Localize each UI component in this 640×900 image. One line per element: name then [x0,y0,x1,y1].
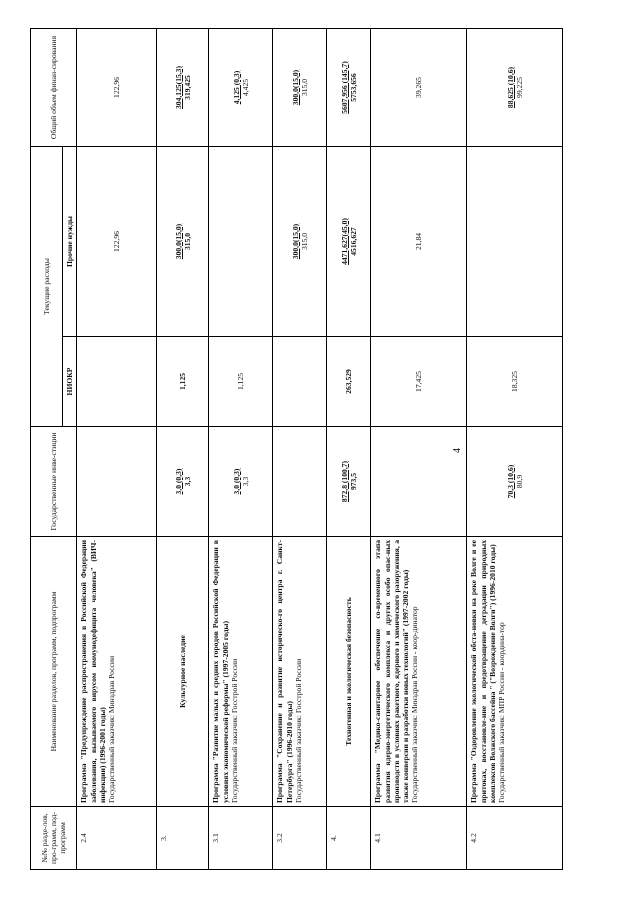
row-invest-top: 70,3 (10,6) [505,464,515,499]
row-other-bottom: 21,84 [414,232,424,251]
row-total [467,29,563,147]
row-num: 3.1 [209,807,273,870]
header-other: Прочие нужды [63,147,77,337]
row-num: 4. [327,807,371,870]
header-total: Общий объем финан-сирования [31,29,77,147]
row-invest-top: 3,0 (0,3) [173,468,183,495]
row-title: Программа "Сохранение и развитие историческо-го центра г. Санкт-Петербурга" (1996-2010 годы) [275,540,294,803]
financing-table [30,28,563,870]
row-niokr: 1,125 [157,337,209,427]
row-other-top: 4471,627(45,0) [339,218,349,265]
row-total [77,29,157,147]
table-row [209,29,273,870]
row-num: 3. [157,807,209,870]
row-num: 4.1 [371,807,467,870]
row-total [273,29,327,147]
row-total-top: 5607,956 (145,7) [339,61,349,114]
row-other [371,147,467,337]
row-other-bottom: 122,96 [112,231,122,252]
row-num: 4.2 [467,807,563,870]
row-invest-bottom: 80,9 [514,474,524,489]
table-row [327,29,371,870]
row-invest [273,427,327,537]
row-invest [209,427,273,537]
row-name [157,537,209,807]
row-total-top: 304,125(15,3) [173,65,183,110]
row-total-bottom: 4,425 [240,78,250,97]
row-title: Программа "Медико-санитарное обеспечение со-временного этапа развития ядерно-энергетического комплекса и других особо опас-ных производств в условиях ракетного, ядерного и химического разоружения, а также конверсии и разработки новых технологий" (1997-2002 годы) [373,540,410,803]
row-total [327,29,371,147]
row-niokr: 1,125 [209,337,273,427]
row-invest-top: 3,0 (0,3) [231,468,241,495]
table-row [273,29,327,870]
row-total-bottom: 5753,656 [348,73,358,102]
row-name [467,537,563,807]
row-invest [157,427,209,537]
row-niokr [273,337,327,427]
row-total [371,29,467,147]
row-other [273,147,327,337]
row-invest-bottom: 3,3 [182,476,192,487]
table-row [157,29,209,870]
row-niokr: 18,325 [467,337,563,427]
row-customer: Государственный заказчик: Госстрой России [293,658,303,803]
header-niokr: НИОКР [63,337,77,427]
row-niokr [77,337,157,427]
row-other-top: 300,0(15,0) [173,223,183,260]
row-num: 3.2 [273,807,327,870]
row-title: Программа "Развитие малых и средних городов Российской Федерации в условиях экономической реформы" (1997-2005 годы) [211,540,230,803]
row-total [209,29,273,147]
header-current: Текущие расходы [31,147,63,427]
row-title: Программа "Предупреждение распространения в Российской Федерации заболевания, вызываемого вирусом иммунодефицита человека" (ВИЧ-инфекции) (1996-2001 годы) [79,540,107,803]
row-total-bottom: 39,265 [414,77,424,98]
row-customer: Государственный заказчик: МПР России - координа-тор [497,622,506,803]
row-invest [77,427,157,537]
row-other [327,147,371,337]
row-customer: Государственный заказчик: Минздрав России - коор-динатор [410,606,420,803]
row-customer: Государственный заказчик: Минздрав России [107,655,116,803]
row-total-top: 4,125 (0,3) [231,70,241,105]
row-invest [371,427,467,537]
row-customer: Государственный заказчик: Госстрой России [229,658,239,803]
header-invest: Государственные инве-стиции [31,427,77,537]
header-name: Наименование разделов, программ, подпрограмм [31,537,77,807]
row-total [157,29,209,147]
row-total-bottom: 315,0 [299,78,309,97]
row-num: 2.4 [77,807,157,870]
row-other [157,147,209,337]
row-total-bottom: 99,225 [514,77,524,98]
row-title: Техногенная и экологическая безопасность [344,597,354,746]
row-other [209,147,273,337]
row-total-bottom: 319,425 [182,75,192,100]
row-name [371,537,467,807]
row-invest-bottom: 973,5 [348,472,358,491]
page-number: 4 [452,448,463,453]
row-other-bottom: 315,0 [299,232,309,251]
row-other-bottom: 315,0 [182,232,192,251]
row-name [273,537,327,807]
row-name [209,537,273,807]
row-other [467,147,563,337]
header-num: №№ разде-лов, про-грамм, под-программ [31,807,77,870]
row-total-top: 88,625 (10,6) [505,66,515,109]
row-niokr: 263,529 [327,337,371,427]
row-niokr: 17,425 [371,337,467,427]
row-title: Программа "Оздоровление экологической обста-новки на реке Волге и ее притоках, восстановле-ние и предотвращение деградации природных комплексов Волжского бассейна " ("Возрождение Волги") (1996-2010 годы) [469,540,497,803]
row-title: Культурное наследие [178,635,188,708]
row-total-bottom: 122,96 [112,77,122,98]
table-row [77,29,157,870]
row-total-top: 300,0(15,0) [290,69,300,106]
row-invest [467,427,563,537]
row-name [327,537,371,807]
row-other [77,147,157,337]
row-name [77,537,157,807]
row-other-top: 300,0(15,0) [290,223,300,260]
row-invest-top: 872,8 (100,7) [339,460,349,503]
row-other-bottom: 4516,627 [348,227,358,256]
row-invest [327,427,371,537]
row-invest-bottom: 3,3 [240,476,250,487]
header-row [31,29,63,870]
table-row [467,29,563,870]
